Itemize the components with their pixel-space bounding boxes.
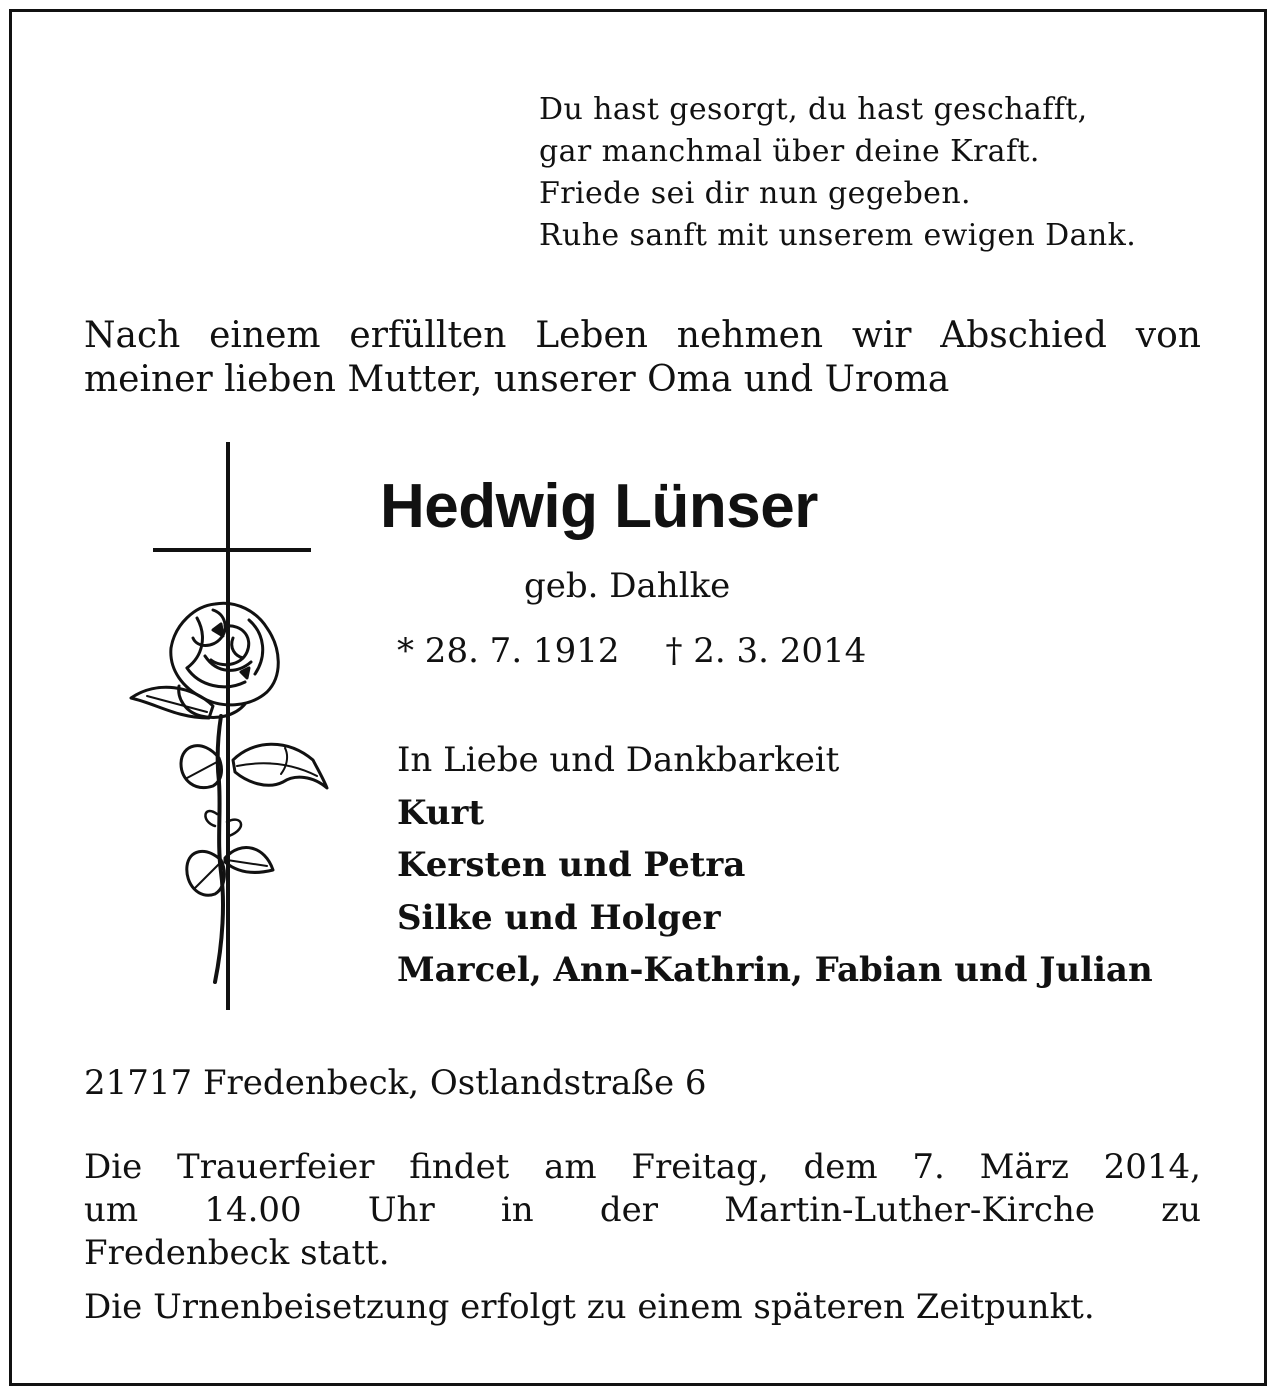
ceremony-line: um 14.00 Uhr in der Martin-Luther-Kirche zu: [84, 1190, 1201, 1230]
mourner-name: Marcel, Ann-Kathrin, Fabian und Julian: [397, 950, 1153, 990]
intro-text: [84, 314, 1201, 402]
poem-line: Ruhe sanft mit unserem ewigen Dank.: [539, 218, 1137, 253]
ceremony-line: Fredenbeck statt.: [84, 1233, 390, 1273]
mourner-name: Kurt: [397, 792, 485, 833]
death-date: † 2. 3. 2014: [665, 631, 867, 671]
poem-line: gar manchmal über deine Kraft.: [539, 134, 1040, 169]
birth-date: * 28. 7. 1912: [397, 631, 620, 671]
deceased-name: Hedwig Lünser: [380, 472, 818, 541]
poem-line: Friede sei dir nun gegeben.: [539, 176, 971, 211]
cross-with-rose-icon: [117, 442, 337, 1012]
maiden-name: geb. Dahlke: [524, 566, 731, 606]
mourners-block: [397, 734, 1153, 997]
poem-line: Du hast gesorgt, du hast geschafft,: [539, 92, 1088, 127]
ceremony-line: Die Trauerfeier findet am Freitag, dem 7. März 2014,: [84, 1147, 1201, 1187]
urn-burial-note: Die Urnenbeisetzung erfolgt zu einem späteren Zeitpunkt.: [84, 1287, 1095, 1327]
ceremony-info: [84, 1146, 1201, 1275]
intro-line: meiner lieben Mutter, unserer Oma und Uroma: [84, 359, 950, 400]
intro-line: Nach einem erfüllten Leben nehmen wir Abschied von: [84, 315, 1201, 356]
mourner-name: Silke und Holger: [397, 897, 721, 938]
obituary-notice: [9, 9, 1267, 1386]
mourners-intro: In Liebe und Dankbarkeit: [397, 740, 840, 780]
life-dates: [397, 628, 866, 674]
address: 21717 Fredenbeck, Ostlandstraße 6: [84, 1063, 707, 1103]
mourner-name: Kersten und Petra: [397, 845, 746, 885]
memorial-poem: [539, 89, 1136, 257]
